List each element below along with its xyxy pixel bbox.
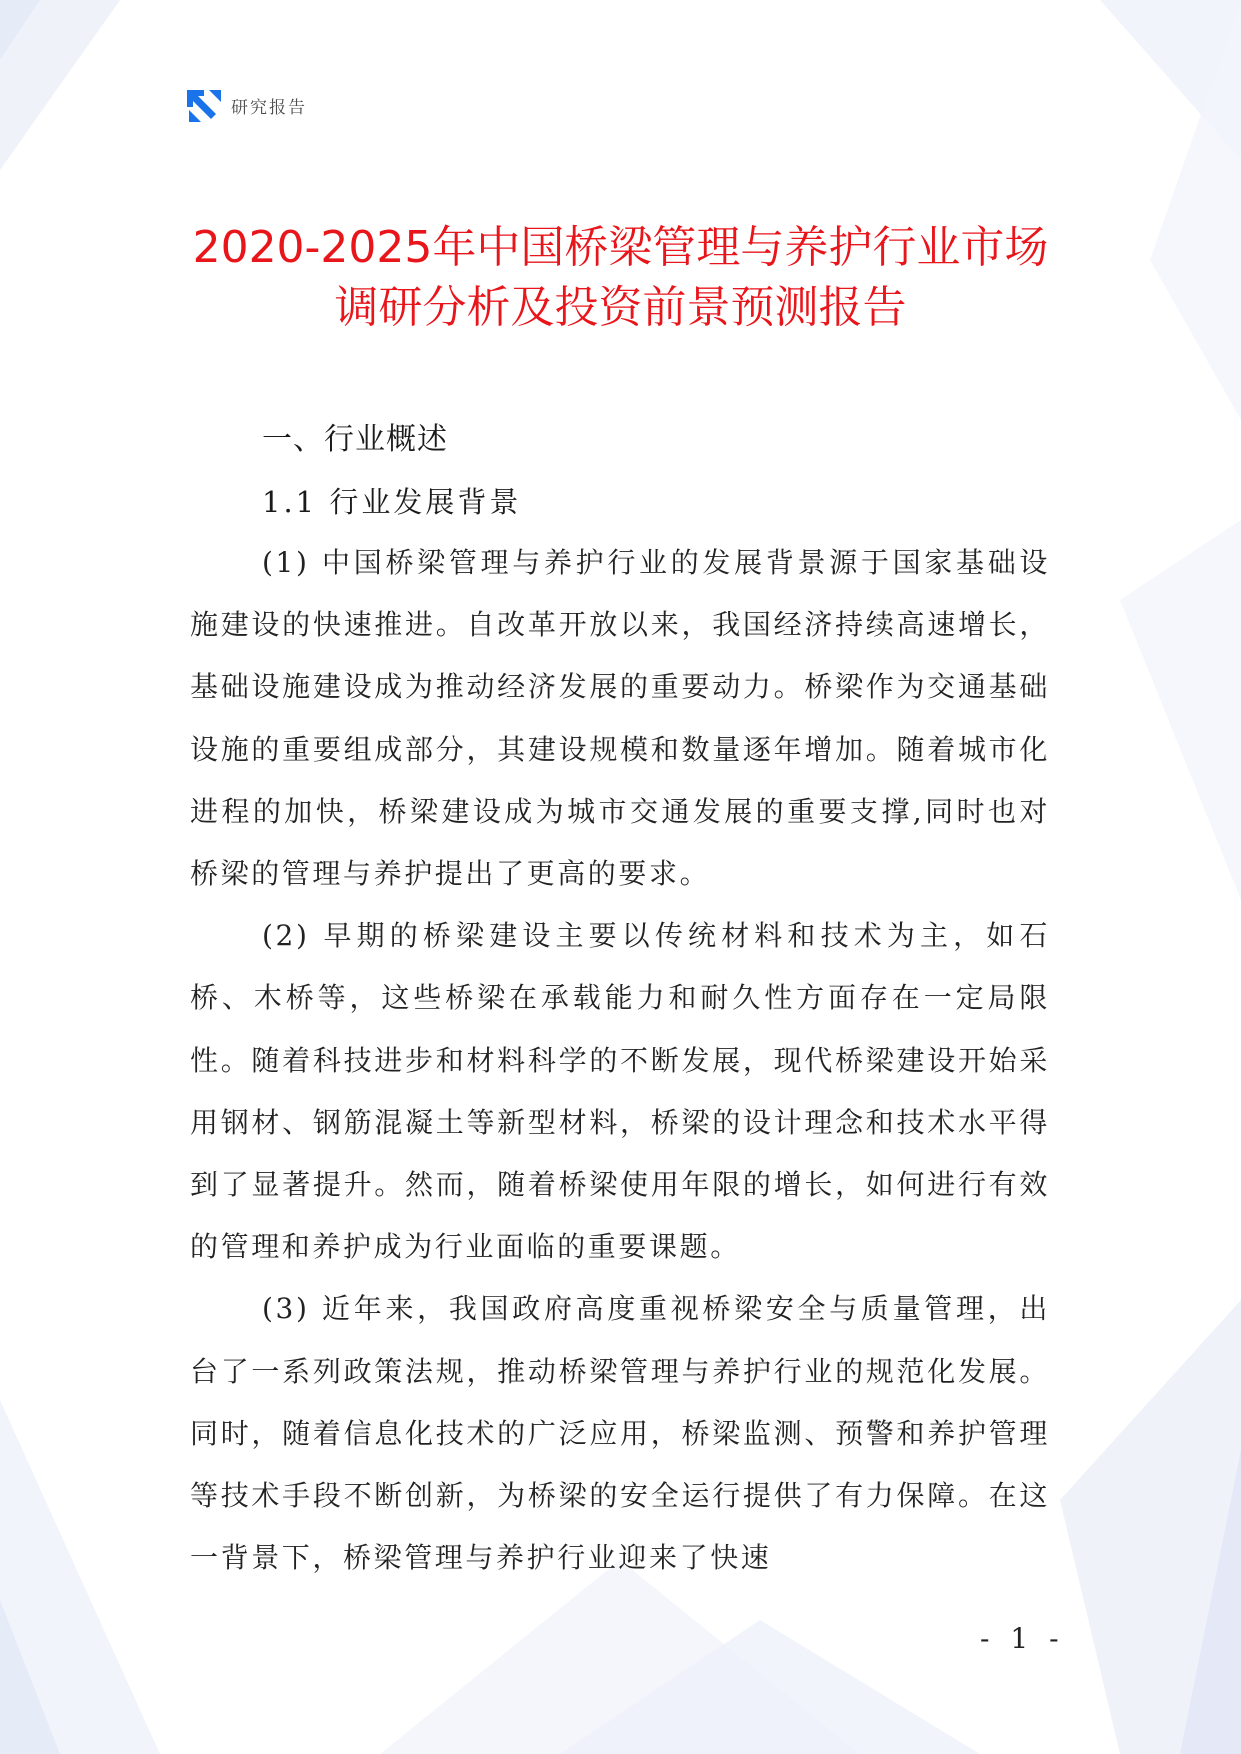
header-label: 研究报告 <box>231 97 307 118</box>
subsection-heading: 1.1 行业发展背景 <box>262 485 522 519</box>
title-line-1: 2020-2025年中国桥梁管理与养护行业市场 <box>192 222 1049 273</box>
arrow-logo-icon <box>187 88 221 122</box>
report-title <box>150 218 1091 338</box>
page-number: - 1 - <box>980 1622 1065 1655</box>
body-text <box>190 532 1050 1589</box>
section-heading: 一、行业概述 <box>262 422 448 457</box>
title-line-2: 调研分析及投资前景预测报告 <box>334 282 907 333</box>
paragraph-2: (2) 早期的桥梁建设主要以传统材料和技术为主，如石桥、木桥等，这些桥梁在承载能力和耐久性方面存在一定局限性。随着科技进步和材料科学的不断发展，现代桥梁建设开始采用钢材、钢筋混凝土等新型材料，桥梁的设计理念和技术水平得到了显著提升。然而，随着桥梁使用年限的增长，如何进行有效的管理和养护成为行业面临的重要课题。 <box>190 919 1050 1264</box>
paragraph-1: (1) 中国桥梁管理与养护行业的发展背景源于国家基础设施建设的快速推进。自改革开放以来，我国经济持续高速增长，基础设施建设成为推动经济发展的重要动力。桥梁作为交通基础设施的重要组成部分，其建设规模和数量逐年增加。随着城市化进程的加快，桥梁建设成为城市交通发展的重要支撑,同时也对桥梁的管理与养护提出了更高的要求。 <box>190 546 1050 891</box>
paragraph-3: (3) 近年来，我国政府高度重视桥梁安全与质量管理，出台了一系列政策法规，推动桥梁管理与养护行业的规范化发展。同时，随着信息化技术的广泛应用，桥梁监测、预警和养护管理等技术手段不断创新，为桥梁的安全运行提供了有力保障。在这一背景下，桥梁管理与养护行业迎来了快速 <box>190 1292 1050 1575</box>
report-header <box>187 88 307 122</box>
